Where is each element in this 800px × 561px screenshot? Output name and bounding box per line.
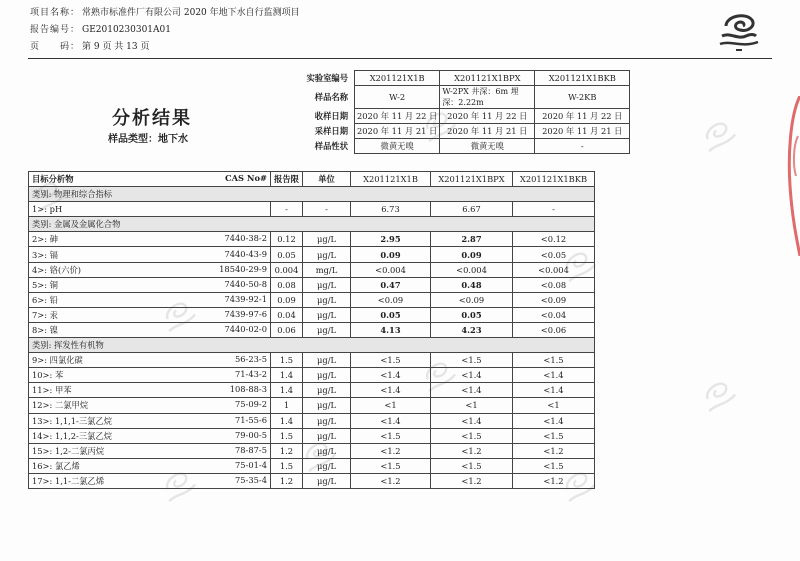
analyte-name: 1>: pH (32, 204, 63, 215)
cas-number: 7440-02-0 (224, 323, 267, 334)
meta-row (266, 71, 630, 86)
report-limit: - (271, 202, 303, 217)
cas-number: 71-43-2 (234, 369, 267, 380)
sample-id-header: X201121X1BPX (431, 172, 513, 187)
report-value: GE2010230301A01 (82, 25, 171, 35)
cas-number: 7440-43-9 (224, 248, 267, 259)
category-label: 类别: 物理和综合指标 (29, 187, 595, 202)
result-value: <1.2 (351, 443, 431, 458)
cas-number: 75-01-4 (234, 459, 267, 470)
table-header-row (29, 172, 595, 187)
result-value: <1.4 (431, 368, 513, 383)
meta-label: 收样日期 (314, 111, 348, 121)
table-row (29, 202, 595, 217)
cas-number: 108-88-3 (229, 384, 267, 395)
result-value: <1.5 (351, 353, 431, 368)
table-row (29, 277, 595, 292)
result-value: <1.5 (513, 458, 595, 473)
result-value: <1.2 (431, 443, 513, 458)
analyte-cell (29, 443, 271, 458)
analyte-name: 17>: 1,1-二氯乙烯 (32, 475, 105, 486)
unit-cell: μg/L (303, 398, 351, 413)
result-value: 4.23 (431, 322, 513, 337)
meta-label: 样品名称 (314, 92, 348, 102)
analyte-cell (29, 368, 271, 383)
page-value: 第 9 页 共 13 页 (82, 42, 150, 52)
result-value: <0.05 (513, 247, 595, 262)
unit-header: 单位 (303, 172, 351, 187)
category-label: 类别: 金属及金属化合物 (29, 217, 595, 232)
analyte-cell (29, 232, 271, 247)
result-value: <1.2 (513, 473, 595, 488)
report-limit: 1.4 (271, 383, 303, 398)
result-value: <1.5 (431, 428, 513, 443)
analyte-cell (29, 353, 271, 368)
table-row (29, 353, 595, 368)
meta-value: 2020 年 11 月 21 日 (535, 124, 630, 139)
analyte-name: 9>: 四氯化碳 (32, 355, 83, 366)
result-value: 6.67 (431, 202, 513, 217)
table-row (29, 292, 595, 307)
meta-value: W-2 (355, 86, 440, 109)
report-limit: 0.09 (271, 292, 303, 307)
meta-label: 采样日期 (314, 126, 348, 136)
result-value: <0.12 (513, 232, 595, 247)
sample-id-header: X201121X1B (351, 172, 431, 187)
result-value: <1.2 (431, 473, 513, 488)
report-limit: 1.2 (271, 473, 303, 488)
meta-value: X201121X1B (355, 71, 440, 86)
result-value: <1.4 (351, 383, 431, 398)
header-rule (28, 58, 772, 59)
sample-type: 样品类型：地下水 (108, 134, 188, 145)
result-value: <1.5 (431, 458, 513, 473)
analyte-name: 12>: 二氯甲烷 (32, 400, 89, 411)
analyte-name: 7>: 汞 (32, 309, 58, 320)
meta-value: 2020 年 11 月 22 日 (440, 109, 535, 124)
meta-value: 2020 年 11 月 22 日 (355, 109, 440, 124)
result-value: 0.09 (351, 247, 431, 262)
result-value: <1.2 (351, 473, 431, 488)
result-value: <1.5 (351, 428, 431, 443)
result-value: <1.4 (513, 368, 595, 383)
analyte-name: 3>: 镉 (32, 249, 58, 260)
cas-number: 7440-38-2 (224, 233, 267, 244)
analyte-cell (29, 247, 271, 262)
analyte-cell (29, 428, 271, 443)
report-limit: 0.004 (271, 262, 303, 277)
report-limit: 0.06 (271, 322, 303, 337)
table-row (29, 322, 595, 337)
unit-cell: μg/L (303, 322, 351, 337)
analyte-header: 目标分析物 CAS No# (29, 172, 271, 187)
analyte-name: 5>: 铜 (32, 279, 58, 290)
cas-number: 78-87-5 (234, 444, 267, 455)
meta-value: - (535, 139, 630, 154)
analyte-name: 11>: 甲苯 (32, 385, 72, 396)
meta-value: 2020 年 11 月 21 日 (440, 124, 535, 139)
analyte-cell (29, 292, 271, 307)
report-limit: 0.08 (271, 277, 303, 292)
meta-label: 样品性状 (314, 141, 348, 151)
result-value: 0.47 (351, 277, 431, 292)
analyte-name: 4>: 铬(六价) (32, 264, 82, 275)
meta-value: 2020 年 11 月 22 日 (535, 109, 630, 124)
result-value: <0.04 (513, 307, 595, 322)
limit-header: 报告限 (271, 172, 303, 187)
report-limit: 0.12 (271, 232, 303, 247)
cas-number: 79-00-5 (234, 429, 267, 440)
analyte-cell (29, 383, 271, 398)
unit-cell: μg/L (303, 368, 351, 383)
result-value: <1.5 (513, 428, 595, 443)
company-logo-icon (716, 10, 762, 52)
red-stamp-edge (784, 96, 800, 256)
analyte-name: 14>: 1,1,2-三氯乙烷 (32, 430, 113, 441)
cas-number: 75-09-2 (234, 399, 267, 410)
table-row (29, 232, 595, 247)
result-value: <0.09 (431, 292, 513, 307)
analyte-name: 16>: 氯乙烯 (32, 460, 80, 471)
result-value: <1.4 (431, 413, 513, 428)
unit-cell: μg/L (303, 413, 351, 428)
table-row (29, 307, 595, 322)
unit-cell: μg/L (303, 458, 351, 473)
unit-cell: μg/L (303, 247, 351, 262)
result-value: <1.4 (513, 383, 595, 398)
result-value: <0.004 (431, 262, 513, 277)
result-value: <1.5 (513, 353, 595, 368)
unit-cell: μg/L (303, 353, 351, 368)
analyte-name: 2>: 砷 (32, 234, 58, 245)
table-row (29, 398, 595, 413)
watermark-icon (693, 113, 747, 166)
cas-number: 7439-92-1 (224, 293, 267, 304)
analyte-cell (29, 458, 271, 473)
result-value: - (513, 202, 595, 217)
result-value: <1.2 (513, 443, 595, 458)
meta-value: W-2PX 井深：6m 埋深：2.22m (440, 86, 535, 109)
header-report (30, 25, 171, 36)
category-label: 类别: 挥发性有机物 (29, 338, 595, 353)
result-value: <0.09 (351, 292, 431, 307)
page-title: 分析结果 (112, 108, 192, 129)
cas-number: 7439-97-6 (224, 308, 267, 319)
analyte-name: 13>: 1,1,1-三氯乙烷 (32, 415, 113, 426)
result-value: <0.004 (513, 262, 595, 277)
result-value: <1.4 (351, 368, 431, 383)
unit-cell: μg/L (303, 443, 351, 458)
report-limit: 1.4 (271, 413, 303, 428)
analyte-name: 15>: 1,2-二氯丙烷 (32, 445, 105, 456)
watermark-icon (693, 373, 747, 426)
header-page (30, 42, 149, 53)
result-value: 4.13 (351, 322, 431, 337)
result-value: 2.87 (431, 232, 513, 247)
report-limit: 1.5 (271, 458, 303, 473)
analyte-name: 6>: 铅 (32, 294, 58, 305)
meta-value: W-2KB (535, 86, 630, 109)
report-limit: 1 (271, 398, 303, 413)
cas-number: 75-35-4 (234, 474, 267, 485)
cas-number: 7440-50-8 (224, 278, 267, 289)
report-limit: 1.4 (271, 368, 303, 383)
result-value: <1.5 (431, 353, 513, 368)
cas-number: 18540-29-9 (219, 263, 267, 274)
header-project (30, 8, 300, 19)
table-row (29, 262, 595, 277)
unit-cell: - (303, 202, 351, 217)
result-value: <1.5 (351, 458, 431, 473)
report-label: 报告编号： (30, 25, 81, 35)
unit-cell: μg/L (303, 292, 351, 307)
sample-id-header: X201121X1BKB (513, 172, 595, 187)
unit-cell: μg/L (303, 383, 351, 398)
result-value: 0.48 (431, 277, 513, 292)
unit-cell: mg/L (303, 262, 351, 277)
project-label: 项目名称： (30, 8, 81, 18)
table-row (29, 247, 595, 262)
cas-number: 56-23-5 (234, 354, 267, 365)
result-value: 0.05 (431, 307, 513, 322)
result-value: <1.4 (351, 413, 431, 428)
result-value: <0.08 (513, 277, 595, 292)
analyte-cell (29, 398, 271, 413)
table-row (29, 368, 595, 383)
result-value: <0.09 (513, 292, 595, 307)
meta-label: 实验室编号 (306, 73, 348, 83)
table-row (29, 413, 595, 428)
result-value: <0.06 (513, 322, 595, 337)
analyte-cell (29, 473, 271, 488)
analyte-cell (29, 307, 271, 322)
report-limit: 1.2 (271, 443, 303, 458)
table-row (29, 383, 595, 398)
analyte-name: 10>: 苯 (32, 370, 64, 381)
result-value: <1 (513, 398, 595, 413)
result-value: 0.09 (431, 247, 513, 262)
unit-cell: μg/L (303, 428, 351, 443)
category-row (29, 187, 595, 202)
result-value: <1 (431, 398, 513, 413)
unit-cell: μg/L (303, 473, 351, 488)
result-value: 2.95 (351, 232, 431, 247)
unit-cell: μg/L (303, 307, 351, 322)
cas-number: 71-55-6 (234, 414, 267, 425)
report-limit: 1.5 (271, 428, 303, 443)
category-row (29, 338, 595, 353)
category-row (29, 217, 595, 232)
report-limit: 1.5 (271, 353, 303, 368)
result-value: <0.004 (351, 262, 431, 277)
analyte-name: 8>: 镍 (32, 324, 58, 335)
result-value: 0.05 (351, 307, 431, 322)
meta-value: 微黄无嗅 (355, 139, 440, 154)
analyte-cell (29, 262, 271, 277)
result-value: <1.4 (513, 413, 595, 428)
unit-cell: μg/L (303, 232, 351, 247)
page-label: 页 码： (30, 42, 81, 52)
analyte-cell (29, 322, 271, 337)
result-value: 6.73 (351, 202, 431, 217)
report-limit: 0.04 (271, 307, 303, 322)
meta-value: X201121X1BKB (535, 71, 630, 86)
report-limit: 0.05 (271, 247, 303, 262)
result-value: <1.4 (431, 383, 513, 398)
meta-value: 2020 年 11 月 21 日 (355, 124, 440, 139)
project-value: 常熟市标准件厂有限公司 2020 年地下水自行监测项目 (82, 8, 300, 18)
meta-value: 微黄无嗅 (440, 139, 535, 154)
analyte-cell (29, 277, 271, 292)
unit-cell: μg/L (303, 277, 351, 292)
meta-value: X201121X1BPX (440, 71, 535, 86)
result-value: <1 (351, 398, 431, 413)
analyte-cell (29, 413, 271, 428)
